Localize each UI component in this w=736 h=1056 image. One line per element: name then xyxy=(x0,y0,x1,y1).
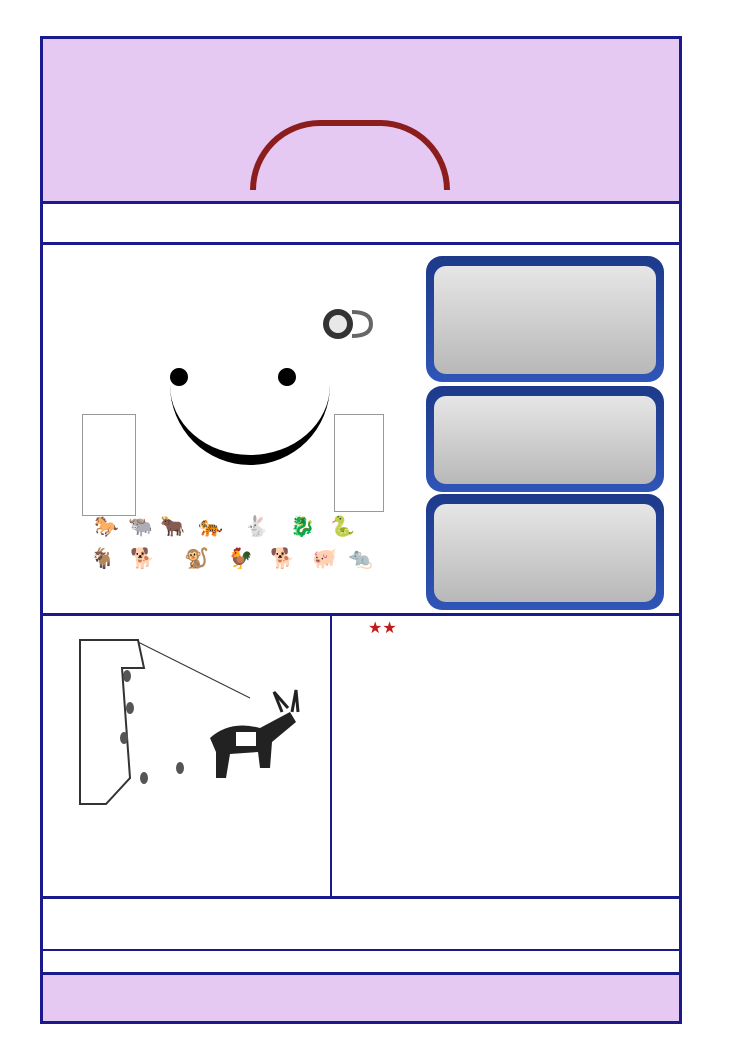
animal-rat-icon: 🐀 xyxy=(348,546,373,570)
donkey-illustration xyxy=(60,628,316,808)
odd-even-panel xyxy=(426,256,664,382)
animal-tiger-icon: 🐅 xyxy=(198,514,223,538)
animal-snake-icon: 🐍 xyxy=(330,514,355,538)
animal-horse-icon: 🐎 xyxy=(94,514,119,538)
animal-sheep-icon: 🐐 xyxy=(90,546,115,570)
footer-divider xyxy=(43,949,679,951)
wave-red-ball xyxy=(562,434,610,482)
kill-net-title xyxy=(368,618,397,637)
animal-dog2-icon: 🐕 xyxy=(270,546,295,570)
waves-panel xyxy=(426,386,664,492)
star-icon: ★ xyxy=(382,618,397,637)
animal-rabbit-icon: 🐇 xyxy=(244,514,269,538)
five-elements-panel xyxy=(426,494,664,610)
animal-rooster-icon: 🐓 xyxy=(228,546,253,570)
animal-ox-icon: 🐃 xyxy=(128,514,153,538)
lock-icon xyxy=(316,302,376,342)
wave-blue-ball xyxy=(478,434,526,482)
star-icon: ★ xyxy=(368,618,383,637)
animal-dog-icon: 🐕 xyxy=(130,546,155,570)
lower-divider xyxy=(330,616,332,896)
animal-bull-icon: 🐂 xyxy=(160,514,185,538)
bottom-banner xyxy=(43,975,679,1021)
animal-monkey-icon: 🐒 xyxy=(184,546,209,570)
zodiac-hint-box xyxy=(82,414,136,516)
zodiac-keep-col2 xyxy=(356,488,370,532)
animal-dragon-icon: 🐉 xyxy=(290,514,315,538)
animal-pig-icon: 🐖 xyxy=(312,546,337,570)
blank-row xyxy=(43,204,679,245)
